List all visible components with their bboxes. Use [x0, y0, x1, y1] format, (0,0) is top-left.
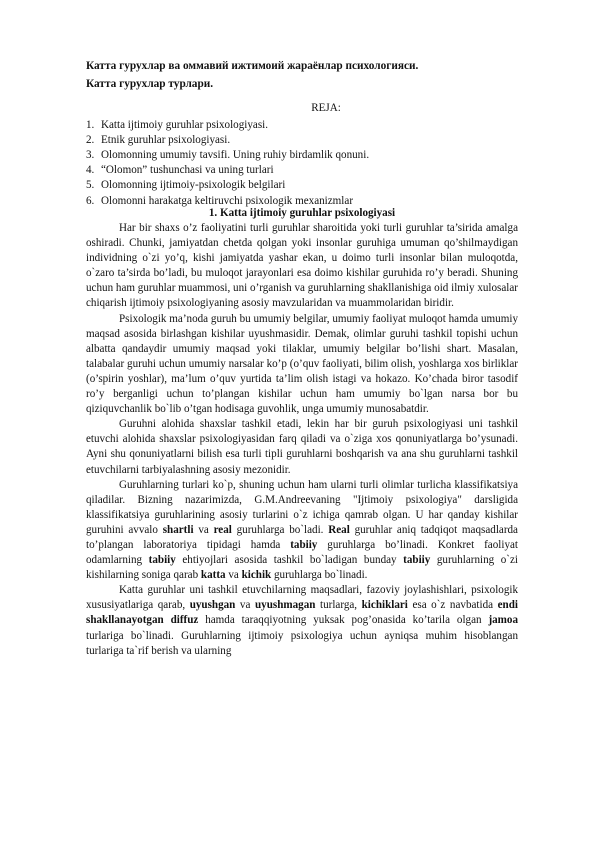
- bold-term: uyushgan: [189, 599, 236, 612]
- plan-item: [86, 118, 526, 133]
- header-title: Катта гурухлар ва оммавий ижтимоий жараёнлар психологияси.: [86, 60, 419, 72]
- plan-item-number: 4.: [86, 164, 95, 177]
- plan-item-text: Olomonning umumiy tavsifi. Uning ruhiy birdamlik qonuni.: [101, 148, 370, 161]
- plan-item-text: Olomonni harakatga keltiruvchi psixologik mexanizmlar: [101, 194, 354, 207]
- bold-term: real: [213, 523, 232, 536]
- paragraph-4: [86, 478, 518, 584]
- bold-term: kichiklari: [361, 599, 408, 612]
- bold-term: shartli: [162, 523, 194, 536]
- text-run: esa o`z navbatida: [407, 599, 498, 612]
- bold-term: Real: [328, 523, 350, 536]
- document-header: [86, 58, 526, 93]
- bold-term: endi shakllanayotgan diffuz: [86, 599, 518, 627]
- text-run: guruhlarga bo’linadi. Konkret faoliyat odamlarning: [86, 538, 518, 567]
- text-run: hamda taraqqiyotning yuksak pog’onasida ko’tarila olgan: [198, 614, 489, 627]
- plan-item-number: 3.: [86, 148, 95, 161]
- bold-term: tabiiy: [148, 554, 176, 567]
- plan-list: [86, 118, 526, 209]
- text-run: guruhlarga bo`linadi.: [271, 569, 368, 582]
- section-heading: 1. Katta ijtimoiy guruhlar psixologiyasi: [208, 207, 396, 219]
- bold-term: jamoa: [488, 614, 519, 627]
- text-run: va: [225, 569, 242, 582]
- text-run: guruhlarga bo`ladi.: [231, 523, 329, 536]
- text-run: Guruhlarning turlari ko`p, shuning uchun ham ularni turli olimlar turlicha klassifikatsiya qiladilar. Bizning nazarimizda, G.M.Andreevaning "Ijtimoiy psixologiya" darsligida klassifikatsiya guruhlarining asosiy turlarini o`z ichiga qamrab olgan. U har qanday kishilar guruhini avvalo: [86, 478, 518, 536]
- plan-item-text: Katta ijtimoiy guruhlar psixologiyasi.: [101, 118, 269, 131]
- paragraph-2: Psixologik ma’noda guruh bu umumiy belgilar, umumiy faoliyat muloqot hamda umumiy maqsad asosida birlashgan kishilar uyushmasidir. Demak, olimlar guruhi tashkil topishi uchun albatta qandaydir umumiy maqsad yoki tilaklar, umumiy belgilar bo’lishi shart. Masalan, talabalar guruhi uchun umumiy narsalar ko’p (o’quv faoliyati, bilim olish, yoshlarga xos birliklar (o’spirin yoshlar), ma’lum o’quv yurtida ta’lim olish istagi va hokazo. Ko’chada biror tasodif ro’y berganligi uchun to’plangan kishilar uchun ham umumiy bo`lgan narsa bor bu qiziquvchanlik bo`lib o’tgan hodisaga guvohlik, unga umumiy munosabatdir.: [86, 312, 518, 416]
- bold-term: kichik: [241, 569, 272, 582]
- bold-term: uyushmagan: [254, 599, 316, 612]
- header-subtitle: Катта гурухлар турлари.: [86, 77, 214, 90]
- paragraph-5: [86, 583, 518, 658]
- bold-term: tabiiy: [403, 554, 431, 567]
- plan-item-number: 2.: [86, 133, 95, 146]
- bold-term: katta: [200, 569, 226, 582]
- text-run: va: [235, 599, 255, 612]
- text-run: Katta guruhlar uni tashkil etuvchilarning maqsadlari, fazoviy joylashishlari, psixologik xususiyatlariga qarab,: [86, 584, 518, 612]
- text-run: va: [193, 523, 214, 536]
- bold-term: tabiiy: [290, 538, 318, 551]
- paragraph-1: Har bir shaxs o’z faoliyatini turli guruhlar sharoitida yoki turli guruhlar ta’sirida amalga oshiradi. Chunki, jamiyatdan chetda qolgan yoki insonlar guruhiga umuman qo’shilmaydigan individning o`zi yo’q, kishi jamiyatda yashar ekan, u doimo turli insonlar bilan muloqotda, o`zaro ta’sirda bo’ladi, bu muloqot jarayonlari esa doimo kishilar guruhida ro’y beradi. Shuning uchun ham guruhlar muammosi, uni o’rganish va guruhlarning shakllanishiga oid ilmiy xulosalar chiqarish ijtimoiy psixologiyaning asosiy mavzularidan va muammolaridan biridir.: [86, 222, 518, 310]
- plan-item: [86, 148, 526, 163]
- plan-title: REJA:: [311, 102, 341, 114]
- plan-item-text: Olomonning ijtimoiy-psixologik belgilari: [101, 179, 286, 192]
- section-body: [86, 221, 518, 659]
- text-run: turlarga,: [315, 599, 362, 612]
- plan-item: [86, 133, 526, 148]
- plan-item-number: 5.: [86, 179, 95, 192]
- paragraph-3: Guruhni alohida shaxslar tashkil etadi, lekin har bir guruh psixologiyasi uni tashkil etuvchi alohida shaxslar psixologiyasidan farq qiladi va o`ziga xos qonuniyatlarga bo’ysunadi. Ayni shu qonuniyatlarni bilish esa turli tipli guruhlarni boshqarish va ana shu guruhlarni tashkil etuvchilarni tarbiyalashning asosiy mezonidir.: [86, 418, 518, 476]
- plan-item: [86, 163, 526, 178]
- text-run: guruhlar aniq tadqiqot maqsadlarda to’plangan laboratoriya tipidagi hamda: [86, 523, 518, 551]
- plan-item-number: 1.: [86, 118, 95, 131]
- plan-item-text: Etnik guruhlar psixologiyasi.: [101, 133, 231, 146]
- plan-item-text: “Olomon” tushunchasi va uning turlari: [101, 164, 274, 177]
- plan-item: [86, 178, 526, 193]
- plan-item-number: 6.: [86, 194, 95, 207]
- text-run: ehtiyojlari asosida tashkil bo`ladigan bunday: [175, 554, 404, 567]
- text-run: turlariga bo`linadi. Guruhlarning ijtimoiy psixologiya uchun ayniqsa muhim hisoblangan turlariga ta`rif berish va ularning: [86, 629, 518, 657]
- text-run: guruhlarning o`zi kishilarning soniga qarab: [86, 554, 519, 582]
